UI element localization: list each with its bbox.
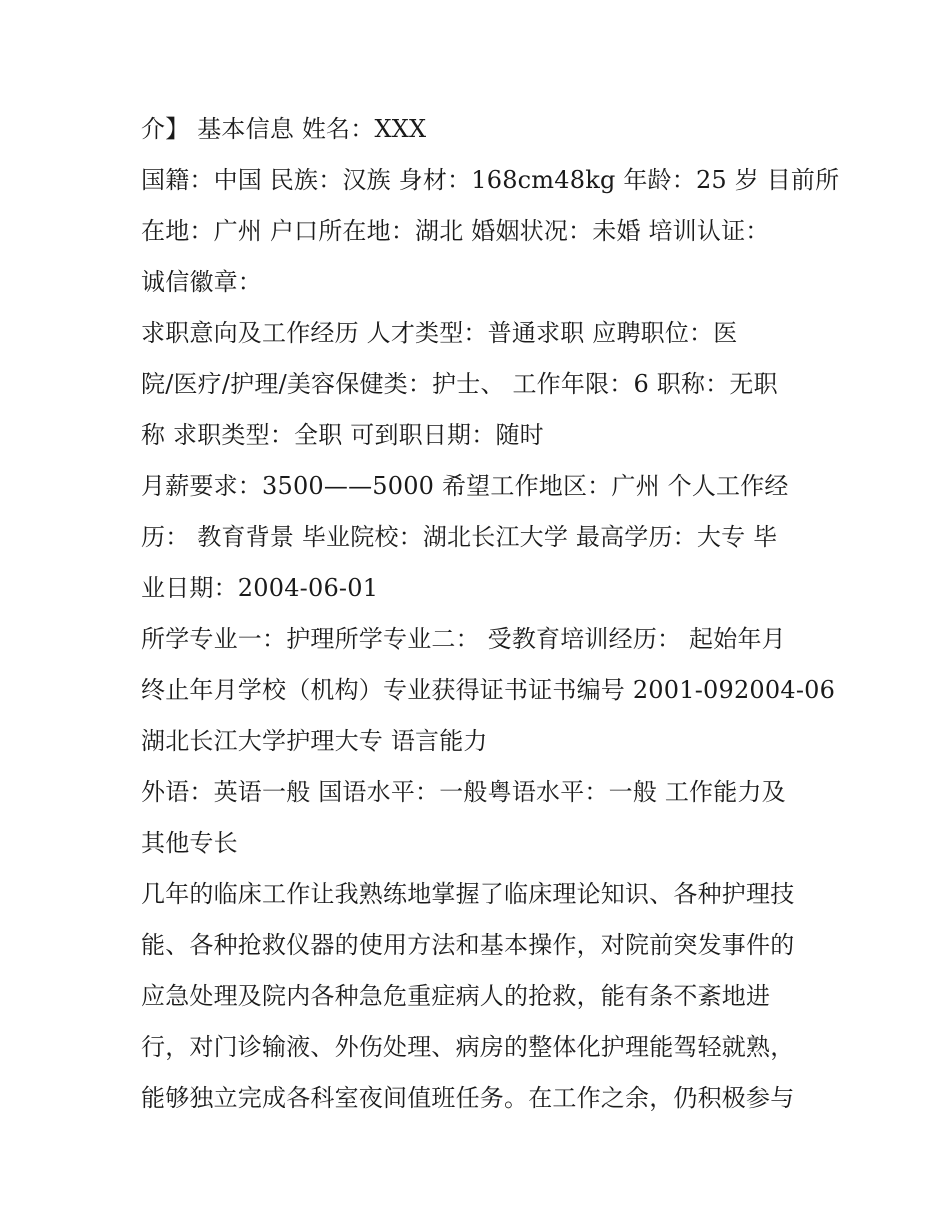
text-line: 历： 教育背景 毕业院校：湖北长江大学 最高学历：大专 毕 (141, 523, 778, 551)
text-line: 月薪要求：3500——5000 希望工作地区：广州 个人工作经 (141, 472, 789, 500)
text-line: 其他专长 (141, 829, 238, 857)
text-line: 能够独立完成各科室夜间值班任务。在工作之余，仍积极参与 (141, 1084, 795, 1112)
text-line: 外语：英语一般 国语水平：一般粤语水平：一般 工作能力及 (141, 778, 786, 806)
text-line: 在地：广州 户口所在地：湖北 婚姻状况：未婚 培训认证： (141, 217, 770, 245)
text-line: 称 求职类型：全职 可到职日期：随时 (141, 421, 544, 449)
text-line: 湖北长江大学护理大专 语言能力 (141, 727, 488, 755)
text-line: 几年的临床工作让我熟练地掌握了临床理论知识、各种护理技 (141, 880, 795, 908)
text-line: 能、各种抢救仪器的使用方法和基本操作，对院前突发事件的 (141, 931, 795, 959)
text-line: 求职意向及工作经历 人才类型：普通求职 应聘职位：医 (141, 319, 738, 347)
text-line: 诚信徽章： (141, 268, 262, 296)
text-line: 业日期：2004-06-01 (141, 574, 379, 602)
text-line: 介】 基本信息 姓名：XXX (141, 115, 427, 143)
text-line: 所学专业一：护理所学专业二： 受教育培训经历： 起始年月 (141, 625, 786, 653)
text-line: 终止年月学校（机构）专业获得证书证书编号 2001-092004-06 (141, 676, 836, 704)
text-line: 行，对门诊输液、外伤处理、病房的整体化护理能驾轻就熟， (141, 1033, 795, 1061)
text-line: 应急处理及院内各种急危重症病人的抢救，能有条不紊地进 (141, 982, 771, 1010)
text-line: 院/医疗/护理/美容保健类：护士、 工作年限：6 职称：无职 (141, 370, 778, 398)
text-line: 国籍：中国 民族：汉族 身材：168cm48kg 年龄：25 岁 目前所 (141, 166, 840, 194)
